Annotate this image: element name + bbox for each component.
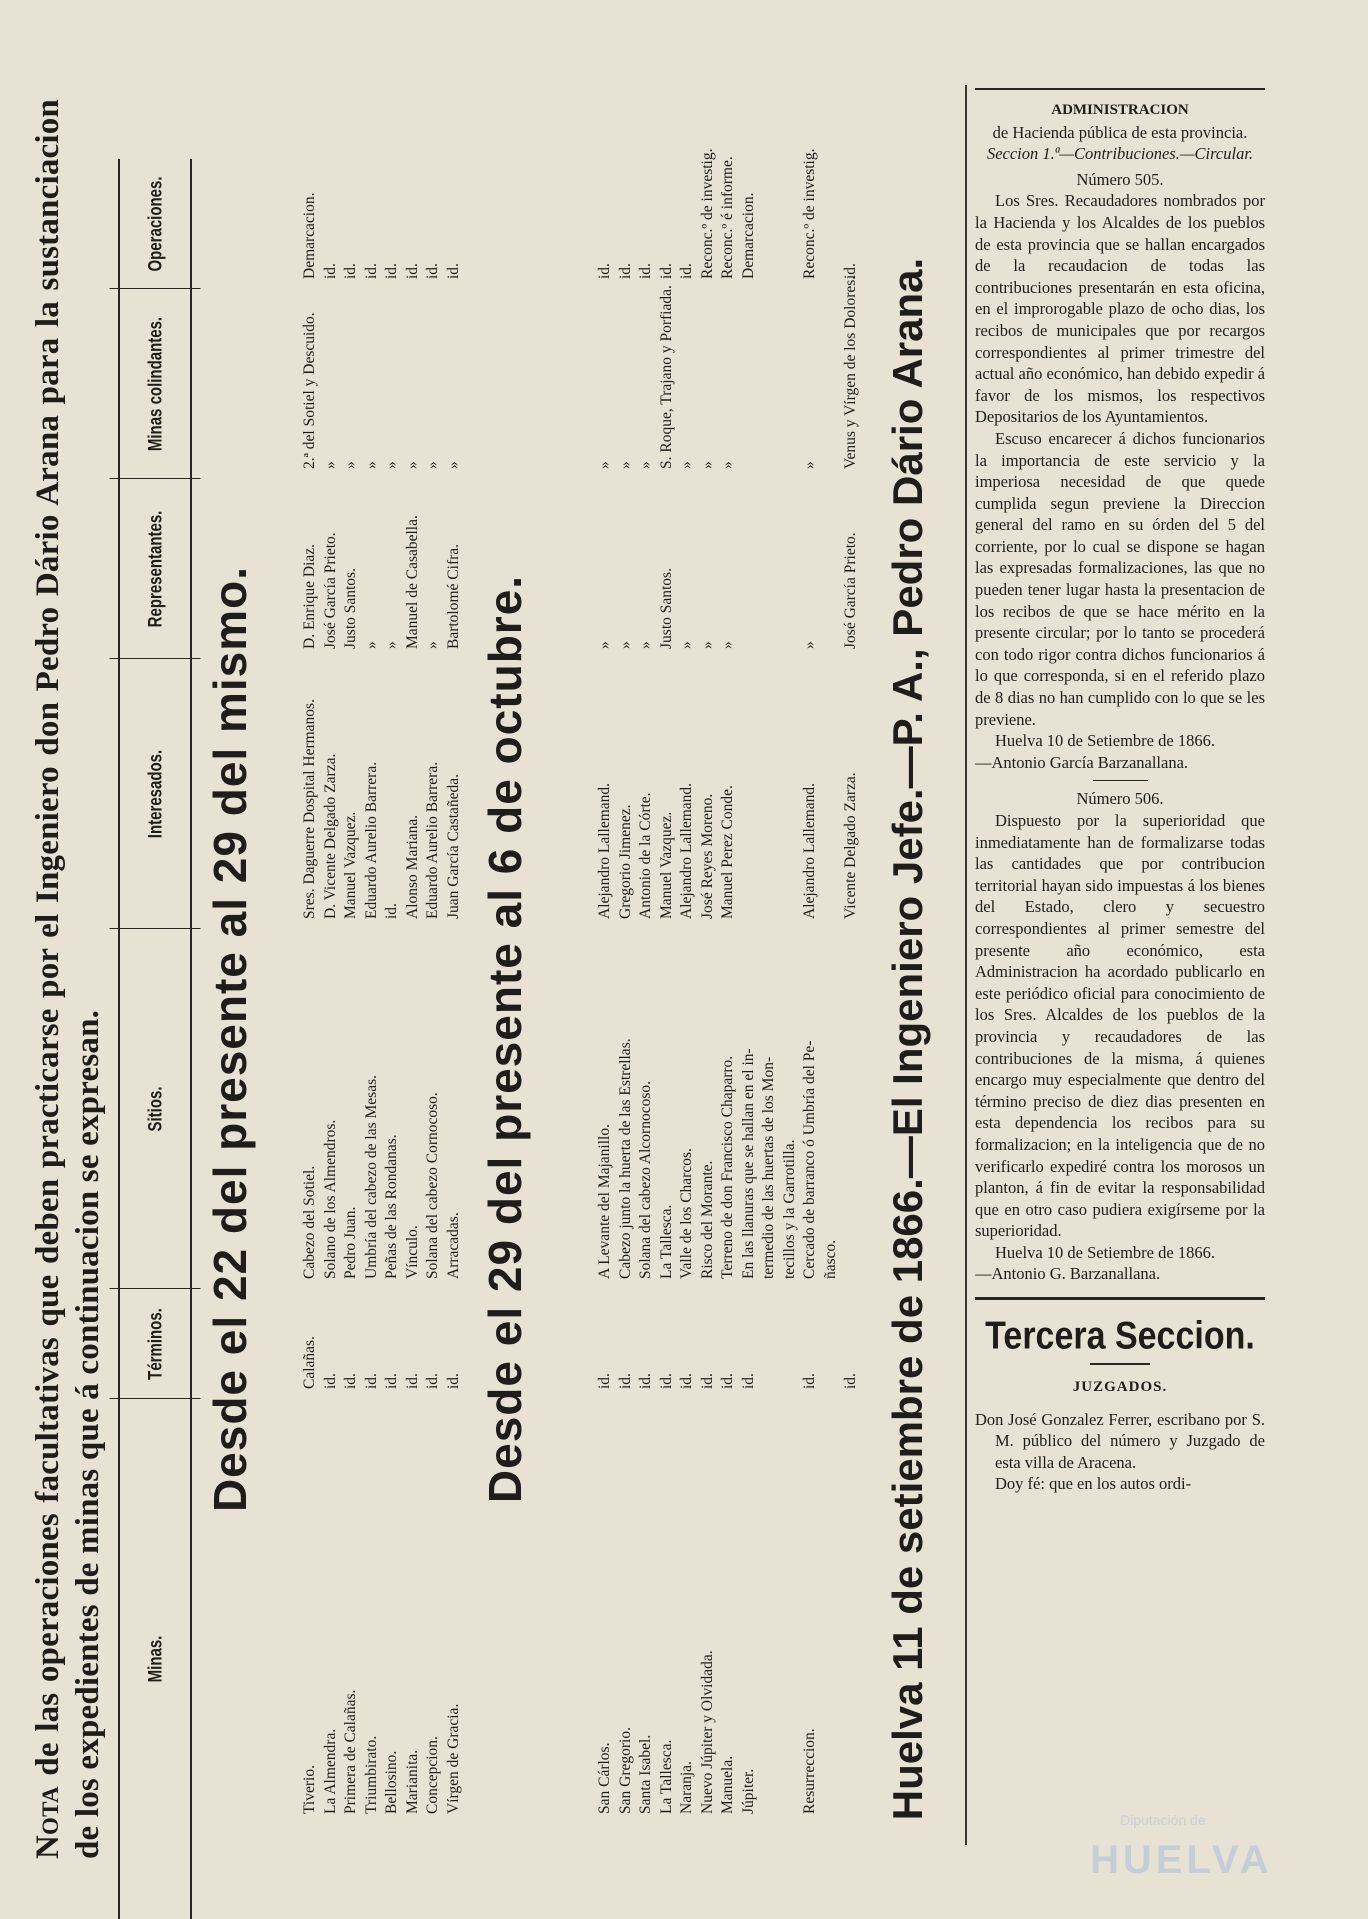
table-row: [636, 79, 657, 1919]
mina-cell: San Gregorio.: [616, 1727, 634, 1814]
rotated-table: [0, 79, 960, 1919]
representante-cell: »: [616, 641, 634, 649]
section-rule: [975, 1297, 1265, 1300]
table-row: [841, 79, 862, 1919]
sitio-cell: Arracadas.: [444, 1212, 462, 1279]
watermark: HUELVA: [1090, 1838, 1273, 1882]
representante-cell: »: [678, 641, 695, 649]
termino-cell: id.: [596, 1373, 613, 1389]
section1-heading: Desde el 22 del presente al 29 del mismo.: [204, 565, 256, 1513]
termino-cell: id.: [321, 1373, 339, 1389]
termino-cell: id.: [739, 1373, 757, 1389]
table-row: [677, 79, 698, 1919]
termino-cell: id.: [616, 1373, 634, 1389]
table-row: [698, 79, 719, 1919]
title-lead: Nota: [30, 1786, 66, 1859]
section1-rows: [300, 79, 464, 1919]
right-column: [975, 88, 1265, 1495]
number-505: Número 505.: [1076, 169, 1164, 189]
number-506: Número 506.: [1076, 789, 1164, 809]
operacion-cell: id.: [403, 263, 421, 279]
sitio-cell: Vínculo.: [403, 1225, 421, 1279]
operacion-cell: Reconc.º de investig.: [698, 148, 716, 279]
sitio-cell: A Levante del Majanillo.: [596, 1124, 613, 1279]
mina-cell: Triumbirato.: [362, 1735, 380, 1814]
mina-cell: Júpiter.: [739, 1768, 757, 1814]
sitio-cell: termedio de las huertas de los Mon-: [760, 1056, 777, 1279]
colindante-cell: »: [424, 461, 441, 469]
table-row: [382, 79, 403, 1919]
colindante-cell: »: [383, 461, 400, 469]
title-rest: de las operaciones facultativas que deben practicarse por el Ingeniero don Pedro Dário Arana para la sustanciacion de los expedientes de minas que á continuacion se expresan.: [30, 99, 106, 1859]
colindante-cell: »: [342, 461, 359, 469]
mina-cell: Manuela.: [719, 1755, 736, 1814]
header-colindantes: Minas colindantes.: [110, 288, 201, 479]
operacion-cell: Reconc.º é informe.: [719, 156, 736, 279]
representante-cell: »: [698, 641, 716, 649]
watermark-subtext: Diputación de: [1120, 1812, 1206, 1828]
interesado-cell: Sres. Daguerre Dospital Hermanos.: [301, 699, 318, 919]
sitio-cell: Cabezo junto la huerta de las Estrellas.: [616, 1038, 634, 1279]
paragraph-505b: Escuso encarecer á dichos funcionarios la importancia de este servicio y la imperiosa necesidad de que quede cumplida segun previene la Direccion general del ramo en su órden del 5 del corriente, por lo cual se dispone se hagan las expresadas formalizaciones, las que no pueden tener lugar hasta la presentacion de los recibos de que se hace mérito en la presente circular; por lo tanto se procederá con todo rigor contra dichos funcionarios á lo que corresponda, si en el referido plazo de 8 dias no han cumplido con lo que se les previene.: [975, 428, 1265, 729]
termino-cell: id.: [842, 1373, 859, 1389]
colindante-cell: »: [801, 461, 818, 469]
interesado-cell: Juan García Castañeda.: [444, 773, 462, 919]
representante-cell: »: [801, 641, 818, 649]
sitio-cell: La Tallesca.: [657, 1204, 675, 1279]
interesado-cell: Manuel Vazquez.: [657, 811, 675, 919]
interesado-cell: Manuel Vazquez.: [342, 811, 359, 919]
paragraph-505a: Los Sres. Recaudadores nombrados por la Hacienda y los Alcaldes de los pueblos de esta provincia que se hallan encargados de la recaudacion de todas las contribuciones presentarán en esta oficina, en el improrogable plazo de ocho dias, los recibos de municipales que por recargos correspondientes al primer trimestre del actual año económico, han debido expedir á favor de los mismos, los respectivos Depositarios de los Ayuntamientos.: [975, 191, 1266, 427]
representante-cell: Manuel de Casabella.: [403, 515, 421, 649]
operacion-cell: id.: [383, 263, 400, 279]
representante-cell: »: [383, 641, 400, 649]
table-title: [28, 99, 108, 1859]
operacion-cell: Demarcacion.: [301, 192, 318, 279]
header-terminos: Términos.: [110, 1288, 201, 1399]
operacion-cell: id.: [444, 263, 462, 279]
table-row: [595, 79, 616, 1919]
representante-cell: »: [719, 641, 736, 649]
representante-cell: José García Prieto.: [321, 532, 339, 649]
colindante-cell: »: [719, 461, 736, 469]
operacion-cell: id.: [362, 263, 380, 279]
juzgados-heading: JUZGADOS.: [1072, 1379, 1168, 1396]
operacion-cell: id.: [424, 263, 441, 279]
sitio-cell: Peñas de las Rondanas.: [383, 1134, 400, 1279]
sitio-cell: ñasco.: [821, 1239, 839, 1279]
table-row: [616, 79, 637, 1919]
representante-cell: »: [424, 641, 441, 649]
termino-cell: id.: [719, 1373, 736, 1389]
header-interesados: Interesados.: [110, 658, 201, 929]
interesado-cell: José Reyes Moreno.: [698, 793, 716, 919]
operacion-cell: id.: [342, 263, 359, 279]
section2-rows: [595, 79, 862, 1919]
table-row: [657, 79, 678, 1919]
colindante-cell: »: [321, 461, 339, 469]
header-sitios: Sitios.: [110, 928, 201, 1289]
termino-cell: id.: [657, 1373, 675, 1389]
termino-cell: id.: [362, 1373, 380, 1389]
sitio-cell: Pedro Juan.: [342, 1206, 359, 1279]
interesado-cell: Eduardo Aurelio Barrera.: [362, 761, 380, 919]
column-divider: [965, 85, 967, 1845]
mina-cell: Primera de Calañas.: [342, 1689, 359, 1814]
operacion-cell: Demarcacion.: [739, 192, 757, 279]
sitio-cell: Cabezo del Sotiel.: [301, 1165, 318, 1279]
table-row: [759, 79, 780, 1919]
table-row: [321, 79, 342, 1919]
colindante-cell: »: [444, 461, 462, 469]
juzgado-paragraph-1: Don José Gonzalez Ferrer, escribano por S. M. público del número y Juzgado de esta villa de Aracena.: [975, 1409, 1265, 1472]
interesado-cell: Alejandro Lallemand.: [596, 782, 613, 919]
mina-cell: La Tallesca.: [657, 1739, 675, 1814]
signature-line: Huelva 11 de setiembre de 1866.—El Ingeniero Jefe.—P. A., Pedro Dário Arana.: [884, 257, 931, 1821]
table-row: [423, 79, 444, 1919]
sitio-cell: Umbría del cabezo de las Mesas.: [362, 1074, 380, 1279]
representante-cell: José García Prieto.: [842, 532, 859, 649]
table-row: [362, 79, 383, 1919]
sitio-cell: Cercado de barranco ó Umbría del Pe-: [801, 1040, 818, 1279]
table-row: [718, 79, 739, 1919]
representante-cell: Justo Santos.: [657, 568, 675, 649]
colindante-cell: »: [403, 461, 421, 469]
colindante-cell: S. Roque, Trajano y Porfiada.: [657, 285, 675, 469]
mina-cell: Naranja.: [678, 1761, 695, 1814]
mina-cell: Marianita.: [403, 1749, 421, 1814]
paragraph-506: Dispuesto por la superioridad que inmediatamente han de formalizarse todas las cantidades que por contribucion territorial hayan sido impuestas á los bienes del Estado, clero y secuestro correspondientes al primer semestre del presente año económico, esta Administracion ha acordado publicarlo en este periódico oficial para conocimiento de los Sres. Alcaldes de los pueblos de la provincia y recaudadores de las contribuciones de la misma, á quienes encargo muy especialmente que dentro del término preciso de diez dias presenten en esta dependencia los recibos para su formalizacion; en la inteligencia que de no verificarlo expediré contra los morosos un planton, á fin de evitar la responsabilidad que en otro caso pudiera exigírseme por la superioridad.: [975, 811, 1265, 1241]
sitio-cell: Solana del cabezo Cornocoso.: [424, 1092, 441, 1279]
mina-cell: Vírgen de Gracia.: [444, 1703, 462, 1814]
date-506: Huelva 10 de Setiembre de 1866.: [995, 1242, 1215, 1262]
colindante-cell: »: [698, 461, 716, 469]
termino-cell: id.: [678, 1373, 695, 1389]
mina-cell: Tiverio.: [301, 1765, 318, 1814]
termino-cell: id.: [403, 1373, 421, 1389]
colindante-cell: »: [596, 461, 613, 469]
interesado-cell: Alonso Mariana.: [403, 814, 421, 919]
colindante-cell: »: [678, 461, 695, 469]
interesado-cell: Manuel Perez Conde.: [719, 785, 736, 919]
termino-cell: id.: [698, 1373, 716, 1389]
table-row: [800, 79, 821, 1919]
admin-title: ADMINISTRACION: [1051, 102, 1189, 118]
section2-heading: Desde el 29 del presente al 6 de octubre.: [479, 574, 531, 1504]
termino-cell: id.: [424, 1373, 441, 1389]
mina-cell: Concepcion.: [424, 1736, 441, 1814]
mina-cell: Nuevo Júpiter y Olvidada.: [698, 1650, 716, 1814]
termino-cell: Calañas.: [301, 1336, 318, 1389]
tercera-seccion-heading: Tercera Seccion.: [985, 1314, 1255, 1358]
termino-cell: id.: [637, 1373, 654, 1389]
table-row: [403, 79, 424, 1919]
colindante-cell: Venus y Vírgen de los Dolores.: [842, 275, 859, 469]
termino-cell: id.: [444, 1373, 462, 1389]
representante-cell: »: [637, 641, 654, 649]
sitio-cell: En las llanuras que se hallan en el in-: [739, 1048, 757, 1279]
table-row: [821, 79, 842, 1919]
interesado-cell: id.: [383, 903, 400, 919]
table-row: [444, 79, 465, 1919]
table-row: [780, 79, 801, 1919]
table-row: [341, 79, 362, 1919]
admin-subtitle: de Hacienda pública de esta provincia.: [992, 122, 1248, 142]
termino-cell: id.: [801, 1373, 818, 1389]
termino-cell: id.: [342, 1373, 359, 1389]
operacion-cell: id.: [616, 263, 634, 279]
interesado-cell: Antonio de la Córte.: [637, 792, 654, 919]
colindante-cell: »: [362, 461, 380, 469]
table-row: [300, 79, 321, 1919]
separator-short: [1090, 1363, 1150, 1365]
representante-cell: Bartolomé Cifra.: [444, 543, 462, 649]
representante-cell: »: [596, 641, 613, 649]
representante-cell: Justo Santos.: [342, 568, 359, 649]
header-operaciones: Operaciones.: [143, 176, 167, 272]
sitio-cell: tecillos y la Garrotilla.: [780, 1139, 798, 1279]
separator: [1093, 780, 1148, 781]
termino-cell: id.: [383, 1373, 400, 1389]
colindante-cell: »: [616, 461, 634, 469]
interesado-cell: Alejandro Lallemand.: [801, 782, 818, 919]
mina-cell: San Cárlos.: [596, 1742, 613, 1814]
date-505: Huelva 10 de Setiembre de 1866.: [995, 731, 1215, 751]
interesado-cell: D. Vicente Delgado Zarza.: [321, 753, 339, 919]
table-row: [739, 79, 760, 1919]
header-minas: Minas.: [110, 1398, 201, 1919]
representante-cell: »: [362, 641, 380, 649]
signature-505: —Antonio García Barzanallana.: [975, 752, 1189, 772]
sitio-cell: Solano de los Almendros.: [321, 1119, 339, 1279]
operacion-cell: id.: [596, 263, 613, 279]
operacion-cell: id.: [678, 263, 695, 279]
sitio-cell: Valle de los Charcos.: [678, 1148, 695, 1279]
table-header: [118, 159, 192, 1919]
representante-cell: D. Enrique Diaz.: [301, 543, 318, 649]
colindante-cell: 2.ª del Sotiel y Descuido.: [301, 312, 318, 469]
seccion-line: Seccion 1.ª—Contribuciones.—Circular.: [986, 144, 1254, 164]
operacion-cell: id.: [842, 263, 859, 279]
sitio-cell: Solana del cabezo Alcornocoso.: [637, 1081, 654, 1279]
interesado-cell: Gregorio Jimenez.: [616, 804, 634, 919]
sitio-cell: Risco del Morante.: [698, 1160, 716, 1279]
operacion-cell: id.: [637, 263, 654, 279]
mina-cell: Resurreccion.: [801, 1728, 818, 1814]
interesado-cell: Eduardo Aurelio Barrera.: [424, 761, 441, 919]
sitio-cell: Terreno de don Francisco Chaparro.: [719, 1055, 736, 1279]
colindante-cell: »: [637, 461, 654, 469]
operacion-cell: id.: [657, 263, 675, 279]
interesado-cell: Vicente Delgado Zarza.: [842, 772, 859, 919]
juzgado-paragraph-2: Doy fé: que en los autos ordi-: [995, 1474, 1192, 1494]
signature-506: —Antonio G. Barzanallana.: [975, 1264, 1161, 1284]
column-top-rule: [975, 88, 1265, 90]
interesado-cell: Alejandro Lallemand.: [678, 782, 695, 919]
header-representantes: Representantes.: [110, 478, 201, 659]
mina-cell: Santa Isabel.: [637, 1734, 654, 1814]
operacion-cell: Reconc.º de investig.: [801, 148, 818, 279]
mina-cell: La Almendra.: [321, 1728, 339, 1814]
mina-cell: Bellosino.: [383, 1750, 400, 1814]
operacion-cell: id.: [321, 263, 339, 279]
